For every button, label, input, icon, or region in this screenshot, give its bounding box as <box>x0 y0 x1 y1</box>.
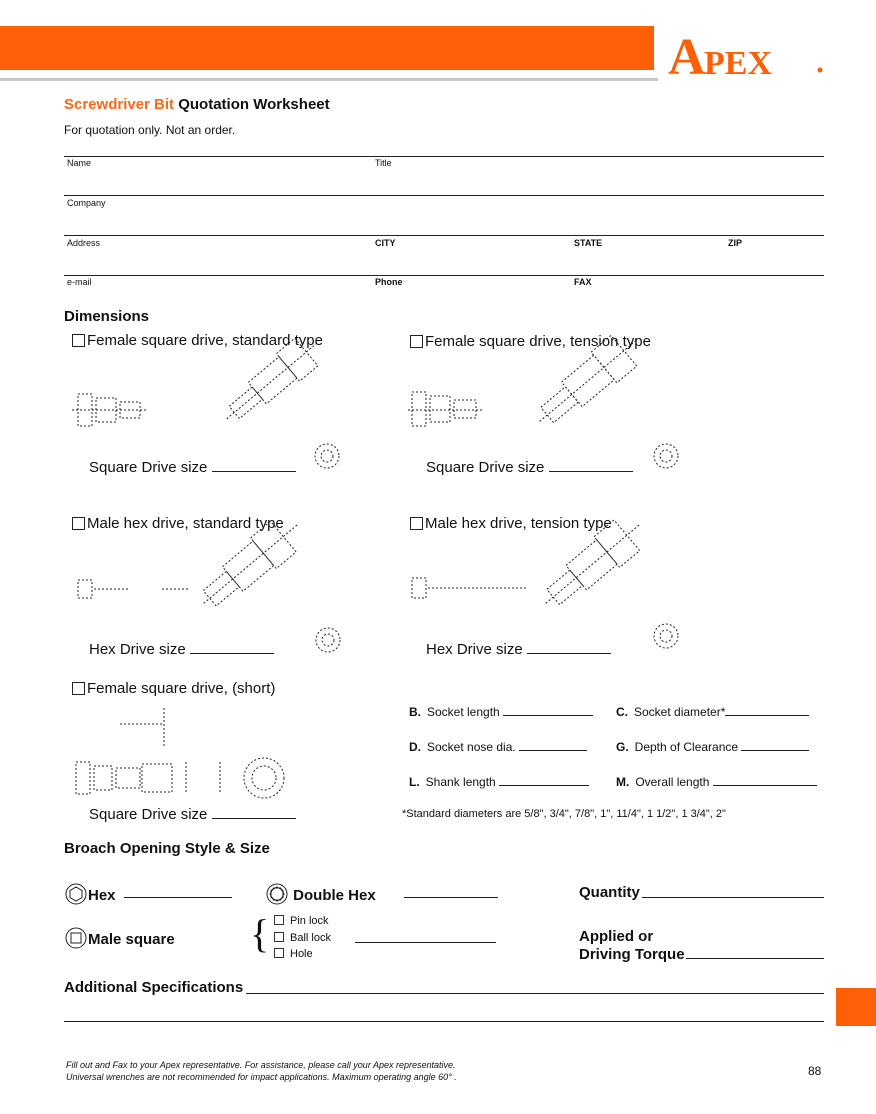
spec-letter: D. <box>409 740 421 754</box>
spec-letter: L. <box>409 775 420 789</box>
spec-input-line[interactable] <box>499 773 589 786</box>
rule-3 <box>64 235 824 236</box>
additional-specs-label: Additional Specifications <box>64 979 244 996</box>
size-input-line[interactable] <box>190 641 274 654</box>
checkbox[interactable] <box>274 915 284 925</box>
header-band-shadow <box>0 78 658 81</box>
option-female-square-tension[interactable] <box>410 333 651 350</box>
ball-lock-option[interactable] <box>274 932 331 944</box>
lock-brace: { <box>250 911 270 956</box>
rule-4 <box>64 275 824 276</box>
page-title <box>64 96 330 113</box>
size-input-line[interactable] <box>212 806 296 819</box>
spec-input-line[interactable] <box>713 773 817 786</box>
dimensions-heading: Dimensions <box>64 308 150 325</box>
spec-input-line[interactable] <box>725 703 809 716</box>
footer-note <box>66 1059 457 1083</box>
hex-label: Hex <box>88 887 116 904</box>
state-field[interactable]: STATE <box>574 238 603 248</box>
double-hex-size-line[interactable] <box>404 897 498 898</box>
zip-field[interactable]: ZIP <box>728 238 743 248</box>
checkbox[interactable] <box>410 517 423 530</box>
option-label: Female square drive, tension type <box>425 333 651 350</box>
checkbox[interactable] <box>274 948 284 958</box>
address-field[interactable]: Address <box>67 238 101 248</box>
spec-input-line[interactable] <box>741 738 809 751</box>
title-accent: Screwdriver Bit <box>64 96 175 113</box>
torque-line[interactable] <box>686 958 824 959</box>
size-label: Hex Drive size <box>89 641 186 658</box>
broach-heading: Broach Opening Style & Size <box>64 840 270 857</box>
spec-input-line[interactable] <box>519 738 587 751</box>
spec-overall-length[interactable] <box>616 773 817 789</box>
spec-letter: G. <box>616 740 629 754</box>
checkbox[interactable] <box>72 334 85 347</box>
square-drive-size-2[interactable] <box>426 459 633 476</box>
hex-drive-size-2[interactable] <box>426 641 611 658</box>
pin-lock-option[interactable] <box>274 915 329 927</box>
checkbox[interactable] <box>72 682 85 695</box>
spec-depth-of-clearance[interactable] <box>616 738 809 754</box>
subtitle: For quotation only. Not an order. <box>64 123 236 137</box>
spec-input-line[interactable] <box>503 703 593 716</box>
lock-label: Ball lock <box>290 932 331 944</box>
male-square-label: Male square <box>88 931 175 948</box>
spec-label: Socket length <box>427 705 500 719</box>
company-field[interactable]: Company <box>67 198 106 208</box>
applied-label-1: Applied or <box>579 928 654 945</box>
double-hex-option[interactable] <box>265 883 376 905</box>
female-square-tension-diagram <box>408 356 698 476</box>
size-label: Square Drive size <box>89 459 208 476</box>
option-female-square-short[interactable] <box>72 680 275 697</box>
checkbox[interactable] <box>410 335 423 348</box>
city-field[interactable]: CITY <box>375 238 396 248</box>
lock-size-line[interactable] <box>355 942 496 943</box>
hole-option[interactable] <box>274 948 313 960</box>
male-square-option[interactable] <box>64 927 175 949</box>
option-label: Female square drive, (short) <box>87 680 276 697</box>
title-rest: Quotation Worksheet <box>178 96 330 113</box>
spec-label: Shank length <box>425 775 496 789</box>
rule-1 <box>64 156 824 157</box>
page-number: 88 <box>808 1064 822 1078</box>
female-square-short-diagram <box>72 704 292 800</box>
option-label: Male hex drive, standard type <box>87 515 284 532</box>
spec-letter: B. <box>409 705 421 719</box>
spec-label: Socket diameter* <box>634 705 726 719</box>
rule-2 <box>64 195 824 196</box>
option-female-square-standard[interactable] <box>72 332 323 349</box>
apex-logo <box>666 24 826 80</box>
size-label: Square Drive size <box>426 459 545 476</box>
size-input-line[interactable] <box>549 459 633 472</box>
phone-field[interactable]: Phone <box>375 277 403 287</box>
header-band <box>0 26 654 70</box>
hex-size-line[interactable] <box>124 897 232 898</box>
double-hex-icon <box>265 883 289 905</box>
spec-socket-nose-dia[interactable] <box>409 738 587 754</box>
checkbox[interactable] <box>72 517 85 530</box>
option-male-hex-standard[interactable] <box>72 515 284 532</box>
option-label: Male hex drive, tension type <box>425 515 612 532</box>
fax-field[interactable]: FAX <box>574 277 592 287</box>
spec-socket-length[interactable] <box>409 703 593 719</box>
spec-label: Overall length <box>635 775 710 789</box>
footer-line-1: Fill out and Fax to your Apex representative. For assistance, please call your Apex representative. <box>66 1060 456 1070</box>
spec-shank-length[interactable] <box>409 773 589 789</box>
size-input-line[interactable] <box>212 459 296 472</box>
option-label: Female square drive, standard type <box>87 332 323 349</box>
size-label: Square Drive size <box>89 806 208 823</box>
quantity-line[interactable] <box>642 897 824 898</box>
double-hex-label: Double Hex <box>293 887 376 904</box>
option-male-hex-tension[interactable] <box>410 515 612 532</box>
square-drive-size-1[interactable] <box>89 459 296 476</box>
quantity-label: Quantity <box>579 884 640 901</box>
male-square-icon <box>64 927 88 949</box>
email-field[interactable]: e-mail <box>67 277 92 287</box>
lock-label: Hole <box>290 948 313 960</box>
square-drive-size-3[interactable] <box>89 806 296 823</box>
size-label: Hex Drive size <box>426 641 523 658</box>
spec-label: Depth of Clearance <box>634 740 739 754</box>
hex-drive-size-1[interactable] <box>89 641 274 658</box>
page-tab <box>836 988 876 1026</box>
spec-letter: C. <box>616 705 628 719</box>
standard-diameters-note: *Standard diameters are 5/8", 3/4", 7/8", 1", 11/4", 1 1/2", 1 3/4", 2" <box>402 808 726 820</box>
title-field[interactable]: Title <box>375 158 392 168</box>
apex-logo-initial: A <box>668 29 706 80</box>
size-input-line[interactable] <box>527 641 611 654</box>
name-field[interactable]: Name <box>67 158 92 168</box>
footer-line-2: Universal wrenches are not recommended for impact applications. Maximum operating angle 60° . <box>66 1072 457 1082</box>
additional-line-1[interactable] <box>246 993 824 994</box>
spec-label: Socket nose dia. <box>427 740 516 754</box>
apex-logo-rest: PEX <box>704 45 772 80</box>
additional-line-2[interactable] <box>64 1021 824 1022</box>
applied-label-2: Driving Torque <box>579 946 685 963</box>
checkbox[interactable] <box>274 932 284 942</box>
hex-option[interactable] <box>64 883 116 905</box>
spec-socket-diameter[interactable] <box>616 703 809 719</box>
female-square-standard-diagram <box>72 356 362 476</box>
hex-icon <box>64 883 88 905</box>
spec-letter: M. <box>616 775 630 789</box>
lock-label: Pin lock <box>290 915 329 927</box>
